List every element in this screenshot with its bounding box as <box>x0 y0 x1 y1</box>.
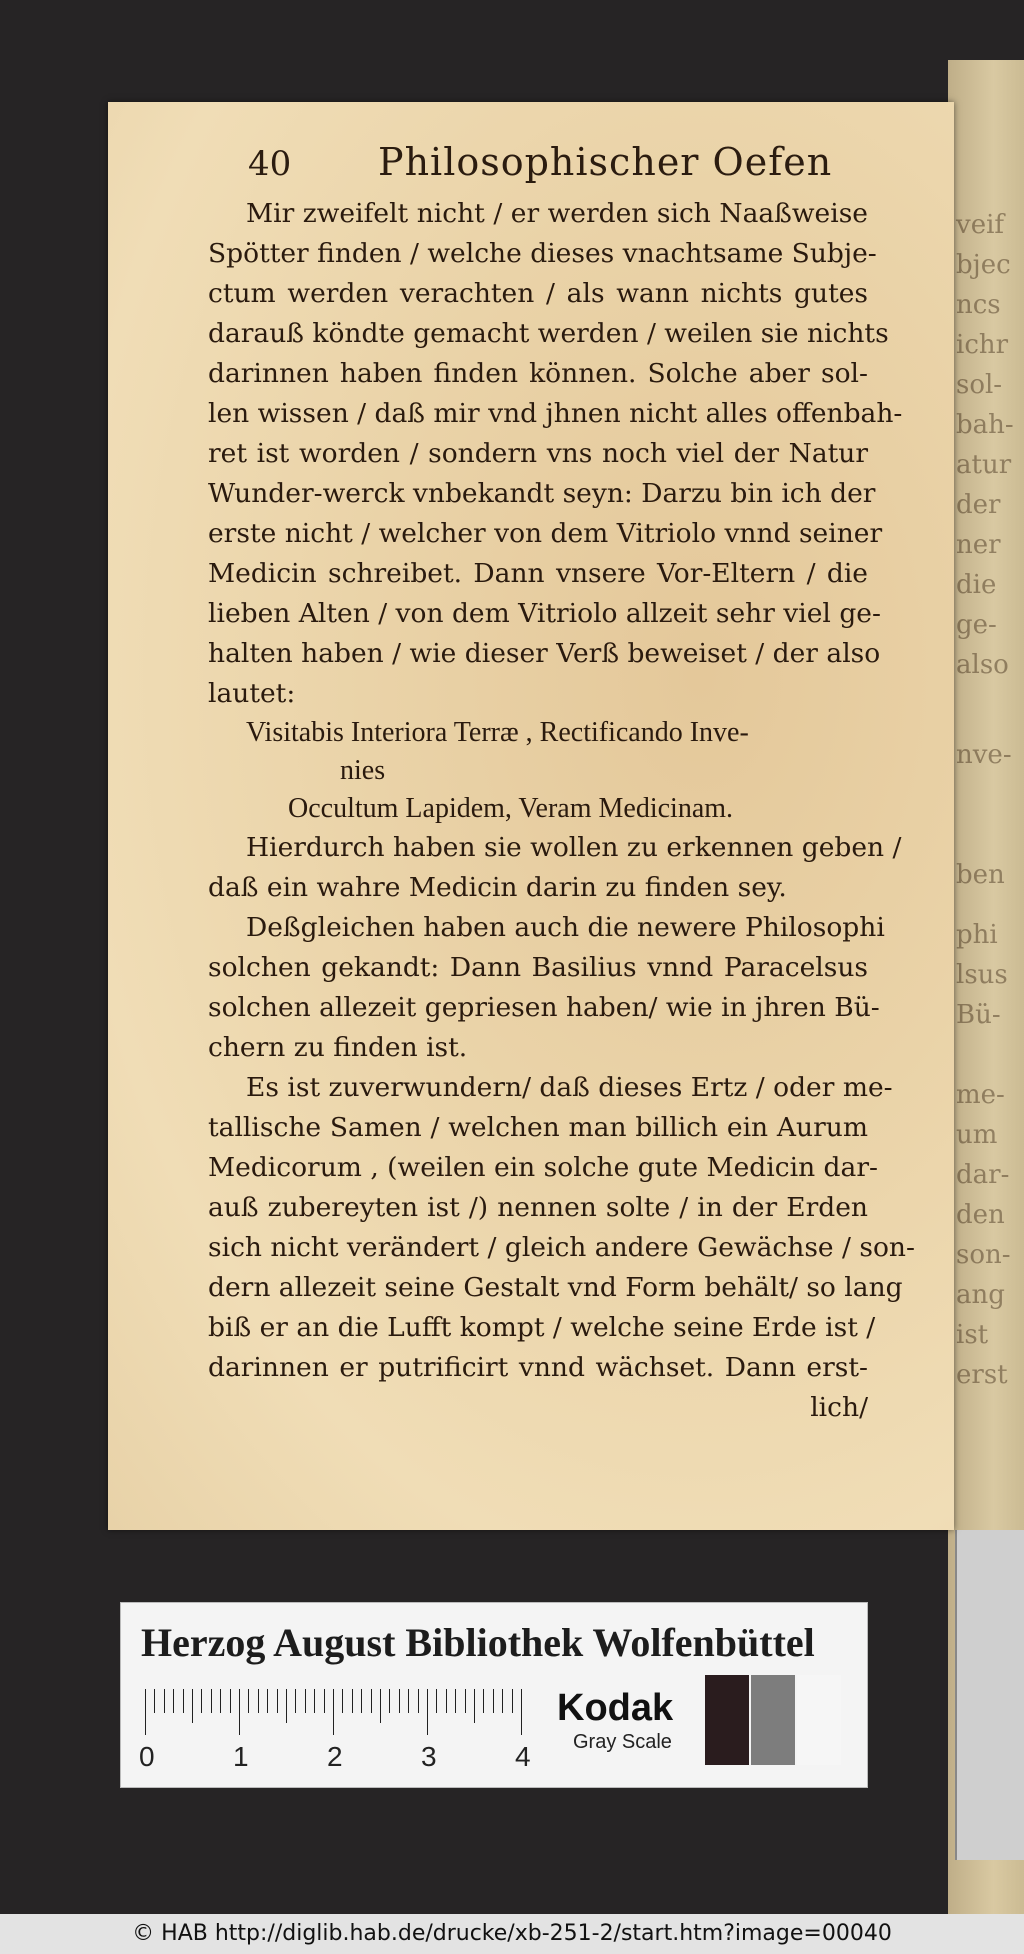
ruler-tick <box>361 1689 362 1713</box>
paragraph-lines <box>208 194 903 714</box>
ruler-tick <box>239 1689 240 1735</box>
ruler-tick <box>352 1689 353 1713</box>
ruler-tick <box>258 1689 259 1713</box>
ruler-tick <box>164 1689 165 1713</box>
ruler-tick <box>408 1689 409 1713</box>
text-line: ret ist worden / sondern vns noch viel der Natur <box>208 438 868 469</box>
book-page <box>108 102 954 1530</box>
ruler-tick <box>230 1689 231 1713</box>
ruler-tick <box>333 1689 334 1735</box>
ruler-tick <box>418 1689 419 1713</box>
adjacent-page-edge: veif bjec ncs ichr sol- bah- atur der ner die ge- also nve- ben phi lsus Bü- me- um dar- den son- ang ist erst <box>948 60 1024 1920</box>
ruler-number: 3 <box>421 1741 437 1772</box>
footer-credit: © HAB http://diglib.hab.de/drucke/xb-251-2/start.htm?image=00040 <box>0 1914 1024 1954</box>
text-line: sich nicht verändert / gleich andere Gewächse / son- <box>208 1232 915 1263</box>
text-line: darauß köndte gemacht werden / weilen sie nichts <box>208 318 889 349</box>
ruler-tick <box>295 1689 296 1713</box>
ruler-tick <box>474 1689 475 1723</box>
ruler-tick <box>277 1689 278 1713</box>
swatch-dark <box>705 1675 749 1765</box>
ruler-tick <box>521 1689 522 1735</box>
ruler-tick <box>192 1689 193 1723</box>
ruler-tick <box>446 1689 447 1713</box>
ruler-tick <box>502 1689 503 1713</box>
ruler-tick <box>465 1689 466 1713</box>
library-name: Herzog August Bibliothek Wolfenbüttel <box>141 1620 815 1665</box>
ruler-tick <box>267 1689 268 1713</box>
text-line: Spötter finden / welche dieses vnachtsame Subje- <box>208 238 877 269</box>
ruler-tick <box>248 1689 249 1713</box>
ruler-tick <box>286 1689 287 1723</box>
kodak-logo: Kodak <box>557 1687 674 1729</box>
text-line: tallische Samen / welchen man billich ein Aurum <box>208 1112 868 1143</box>
color-calibration-card <box>120 1602 868 1788</box>
swatch-white <box>797 1675 841 1765</box>
text-line: Wunder-werck vnbekandt seyn: Darzu bin ich der <box>208 478 876 509</box>
verse-line: nies <box>340 755 386 786</box>
ruler-tick <box>201 1689 202 1713</box>
ruler-tick <box>380 1689 381 1723</box>
text-line: darinnen haben finden können. Solche aber sol- <box>208 358 868 389</box>
ruler-tick <box>493 1689 494 1713</box>
text-line: chern zu finden ist. <box>208 1032 468 1063</box>
text-line: Es ist zuverwundern/ daß dieses Ertz / oder me- <box>246 1072 893 1103</box>
text-line: daß ein wahre Medicin darin zu finden sey. <box>208 872 787 903</box>
ruler-tick <box>220 1689 221 1713</box>
ruler-tick <box>399 1689 400 1713</box>
text-line: halten haben / wie dieser Verß beweiset / der also <box>208 638 881 669</box>
ruler-number: 0 <box>139 1741 155 1772</box>
text-line: Medicorum , (weilen ein solche gute Medicin dar- <box>208 1152 878 1183</box>
running-title: Philosophischer Oefen <box>378 140 833 184</box>
page-number: 40 <box>248 144 292 184</box>
ruler-tick <box>342 1689 343 1713</box>
ruler-tick <box>314 1689 315 1713</box>
text-line: Medicin schreibet. Dann vnsere Vor-Eltern / die <box>208 558 868 589</box>
ruler-number: 2 <box>327 1741 343 1772</box>
ruler-number: 4 <box>515 1741 531 1772</box>
text-line: Hierdurch haben sie wollen zu erkennen geben / <box>246 832 902 863</box>
text-line: ctum werden verachten / als wann nichts gutes <box>208 278 868 309</box>
ruler-number: 1 <box>233 1741 249 1772</box>
ruler-tick <box>483 1689 484 1713</box>
ruler-tick <box>389 1689 390 1713</box>
body-text <box>208 194 915 1428</box>
ruler-tick <box>427 1689 428 1735</box>
text-line: lich/ <box>810 1392 868 1423</box>
text-line: lieben Alten / von dem Vitriolo allzeit sehr viel ge- <box>208 598 881 629</box>
scale-ruler <box>139 1689 531 1779</box>
text-line: solchen allezeit gepriesen haben/ wie in jhren Bü- <box>208 992 880 1023</box>
ruler-tick <box>324 1689 325 1713</box>
ruler-tick <box>173 1689 174 1713</box>
ruler-tick <box>512 1689 513 1713</box>
ruler-tick <box>183 1689 184 1713</box>
ruler-tick <box>145 1689 146 1735</box>
latin-verse <box>208 714 868 828</box>
text-line: lautet: <box>208 678 296 709</box>
paragraph-lines <box>208 828 915 1428</box>
text-line: darinnen er putrificirt vnnd wächset. Dann erst- <box>208 1352 868 1383</box>
text-line: auß zubereyten ist /) nennen solte / in der Erden <box>208 1192 868 1223</box>
ruler-tick <box>154 1689 155 1713</box>
verse-line: Visitabis Interiora Terræ , Rectificando Inve- <box>246 717 749 748</box>
text-line: dern allezeit seine Gestalt vnd Form behält/ so lang <box>208 1272 903 1303</box>
text-line: erste nicht / welcher von dem Vitriolo vnnd seiner <box>208 518 883 549</box>
ruler-tick <box>436 1689 437 1713</box>
running-head <box>248 140 888 192</box>
ruler-tick <box>211 1689 212 1713</box>
adjacent-page-lower <box>955 1530 1024 1860</box>
text-line: Deßgleichen haben auch die newere Philosophi <box>246 912 885 943</box>
swatch-gray <box>751 1675 795 1765</box>
ruler-tick <box>305 1689 306 1713</box>
text-line: len wissen / daß mir vnd jhnen nicht alles offenbah- <box>208 398 903 429</box>
text-line: biß er an die Lufft kompt / welche seine Erde ist / <box>208 1312 876 1343</box>
ruler-tick <box>371 1689 372 1713</box>
text-line: Mir zweifelt nicht / er werden sich Naaßweise <box>246 198 868 229</box>
verse-line: Occultum Lapidem, Veram Medicinam. <box>288 793 734 824</box>
gray-scale-label: Gray Scale <box>573 1731 672 1753</box>
text-line: solchen gekandt: Dann Basilius vnnd Paracelsus <box>208 952 868 983</box>
ruler-tick <box>455 1689 456 1713</box>
